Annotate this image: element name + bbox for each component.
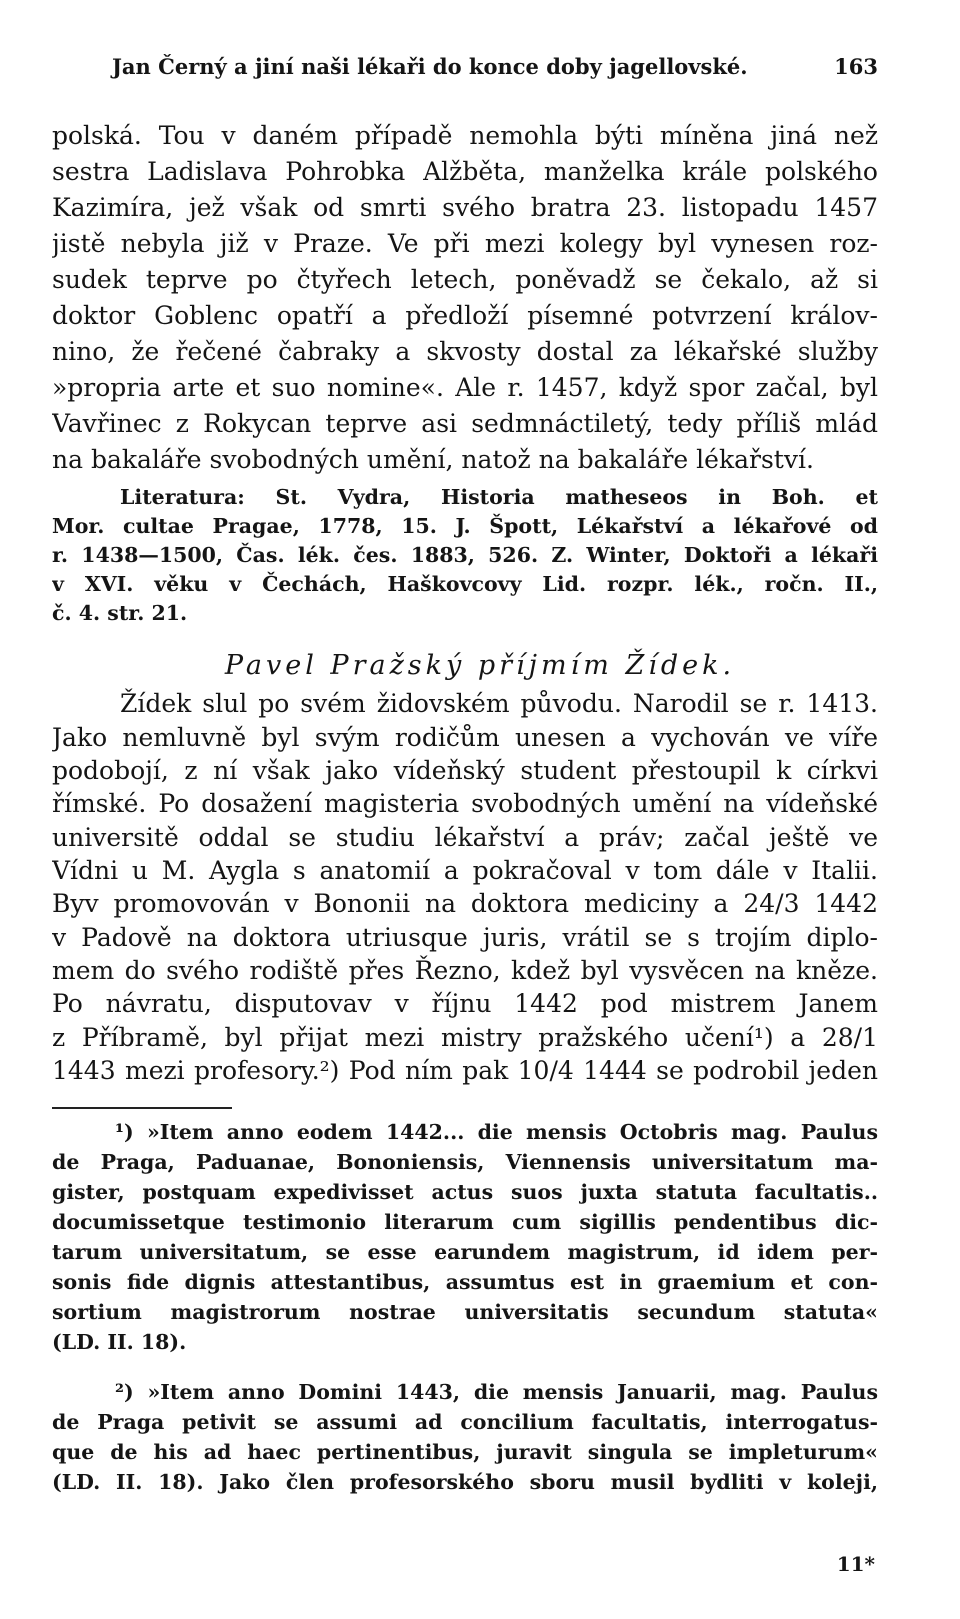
body-line: Žídek slul po svém židovském původu. Narodil se r. 1413. (120, 689, 878, 718)
body-line: Byv promovován v Bononii na doktora mediciny a 24/3 1442 (52, 889, 878, 918)
body-line: jistě nebyla již v Praze. Ve při mezi kolegy byl vynesen roz- (52, 229, 878, 258)
body-line: nino, že řečené čabraky a skvosty dostal za lékařské služby (52, 337, 878, 366)
literature-line: v XVI. věku v Čechách, Haškovcovy Lid. rozpr. lék., ročn. II., (52, 572, 878, 596)
body-line: polská. Tou v daném případě nemohla býti míněna jiná než (52, 121, 878, 150)
body-line: podobojí, z ní však jako vídeňský student přestoupil k církvi (52, 756, 878, 785)
page-number: 163 (834, 54, 878, 79)
footnote-line: gister, postquam expedivisset actus suos juxta statuta facultatis.. (52, 1180, 878, 1204)
footnote-line: ¹) »Item anno eodem 1442... die mensis Octobris mag. Paulus (115, 1120, 878, 1144)
footnote-line: (LD. II. 18). (52, 1330, 187, 1354)
literature-line: č. 4. str. 21. (52, 601, 188, 625)
running-title: Jan Černý a jiní naši lékaři do konce doby jagellovské. (112, 54, 748, 79)
body-line: Vídni u M. Aygla s anatomií a pokračoval v tom dále v Italii. (52, 856, 878, 885)
body-line: z Příbramě, byl přijat mezi mistry pražského učení¹) a 28/1 (52, 1023, 878, 1052)
body-line: mem do svého rodiště přes Řezno, kdež byl vysvěcen na kněze. (52, 956, 878, 985)
body-line: 1443 mezi profesory.²) Pod ním pak 10/4 1444 se podrobil jeden (52, 1056, 878, 1085)
literature-line: r. 1438—1500, Čas. lék. čes. 1883, 526. Z. Winter, Doktoři a lékaři (52, 543, 878, 567)
body-line: Kazimíra, jež však od smrti svého bratra 23. listopadu 1457 (52, 193, 878, 222)
body-line: na bakaláře svobodných umění, natož na bakaláře lékařství. (52, 445, 814, 474)
body-line: Jako nemluvně byl svým rodičům unesen a vychován ve víře (52, 723, 878, 752)
footnote-line: sortium magistrorum nostrae universitatis secundum statuta« (52, 1300, 878, 1324)
section-title: Pavel Pražský příjmím Žídek. (224, 650, 736, 681)
body-line: universitě oddal se studiu lékařství a práv; začal ještě ve (52, 823, 878, 852)
running-header (112, 52, 878, 82)
literature-line: Mor. cultae Pragae, 1778, 15. J. Špott, Lékařství a lékařové od (52, 514, 878, 538)
printer-signature-mark: 11* (836, 1552, 875, 1576)
body-line: »propria arte et suo nomine«. Ale r. 1457, když spor začal, byl (52, 373, 878, 402)
body-line: v Padově na doktora utriusque juris, vrátil se s trojím diplo- (52, 923, 878, 952)
footnote-line: que de his ad haec pertinentibus, juravit singula se impleturum« (52, 1440, 878, 1464)
body-line: sestra Ladislava Pohrobka Alžběta, manželka krále polského (52, 157, 878, 186)
body-line: Po návratu, disputovav v říjnu 1442 pod mistrem Janem (52, 989, 878, 1018)
footnote-divider (52, 1107, 232, 1109)
footnote-line: ²) »Item anno Domini 1443, die mensis Januarii, mag. Paulus (115, 1380, 878, 1404)
literature-line: Literatura: St. Vydra, Historia matheseos in Boh. et (120, 485, 878, 509)
body-line: sudek teprve po čtyřech letech, poněvadž se čekalo, až si (52, 265, 878, 294)
footnote-line: sonis fide dignis attestantibus, assumtus est in graemium et con- (52, 1270, 878, 1294)
body-line: římské. Po dosažení magisteria svobodných umění na vídeňské (52, 789, 878, 818)
body-line: Vavřinec z Rokycan teprve asi sedmnáctiletý, tedy příliš mlád (52, 409, 878, 438)
footnote-line: de Praga, Paduanae, Bononiensis, Viennensis universitatum ma- (52, 1150, 878, 1174)
footnote-line: (LD. II. 18). Jako člen profesorského sboru musil bydliti v koleji, (52, 1470, 878, 1494)
body-line: doktor Goblenc opatří a předloží písemné potvrzení králov- (52, 301, 878, 330)
footnote-line: tarum universitatum, se esse earundem magistrum, id idem per- (52, 1240, 878, 1264)
footnote-line: documissetque testimonio literarum cum sigillis pendentibus dic- (52, 1210, 878, 1234)
footnote-line: de Praga petivit se assumi ad concilium facultatis, interrogatus- (52, 1410, 878, 1434)
